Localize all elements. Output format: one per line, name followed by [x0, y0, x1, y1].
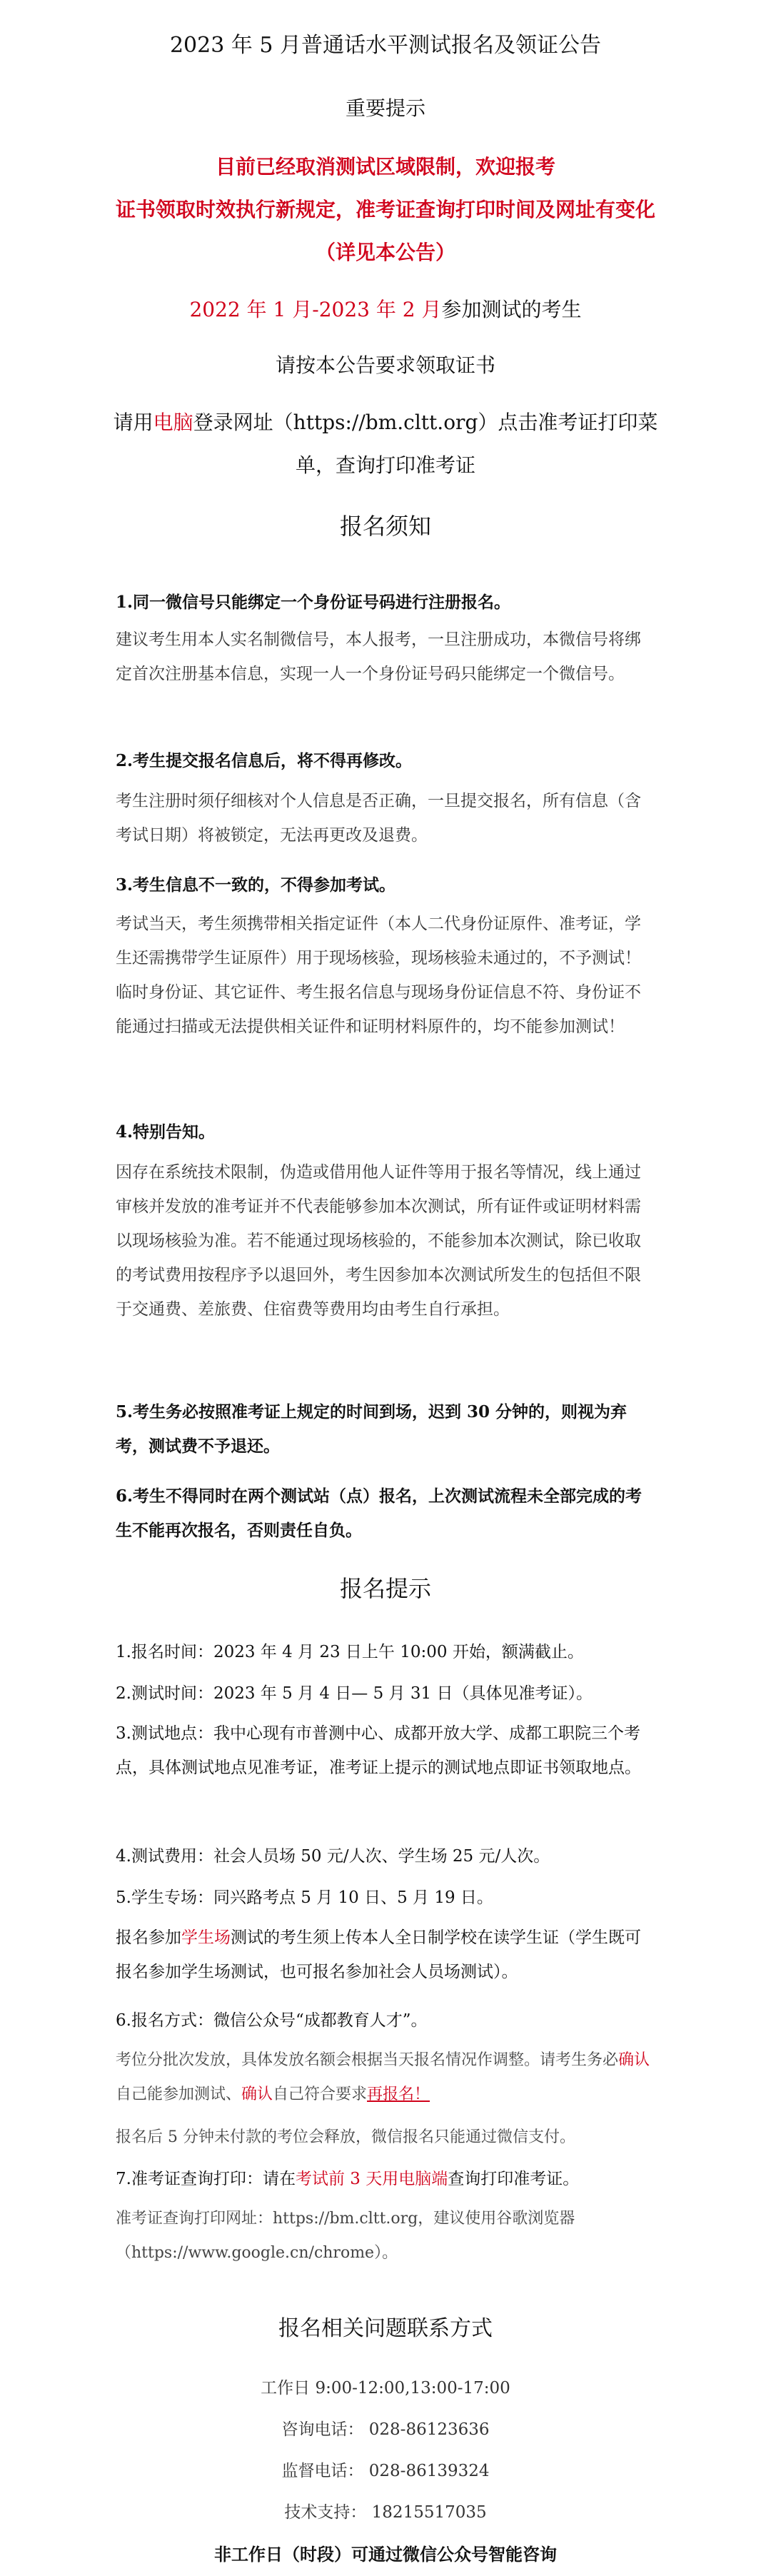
period-rest: 参加测试的考生	[441, 298, 582, 321]
contact-heading: 报名相关问题联系方式	[278, 2316, 493, 2341]
notice-2-body: 考生注册时须仔细核对个人信息是否正确，一旦提交报名，所有信息（含考试日期）将被锁定，无法再更改及退费。	[116, 792, 641, 845]
notice-2-title: 2.考生提交报名信息后，将不得再修改。	[116, 751, 413, 770]
red-notice-2: 证书领取时效执行新规定，准考证查询打印时间及网址有变化	[115, 198, 655, 221]
notice-1-body: 建议考生用本人实名制微信号，本人报考，一旦注册成功，本微信号将绑定首次注册基本信息，实现一人一个身份证号码只能绑定一个微信号。	[116, 630, 641, 683]
red-notice-1: 目前已经取消测试区域限制，欢迎报考	[215, 155, 555, 178]
notice-3-title: 3.考生信息不一致的，不得参加考试。	[116, 875, 396, 895]
important-heading: 重要提示	[345, 96, 425, 120]
reg-heading: 报名提示	[339, 1575, 431, 1602]
contact-hours: 工作日 9:00-12:00,13:00-17:00	[261, 2379, 510, 2398]
reg-method-note	[116, 2043, 655, 2112]
login-red: 电脑	[153, 411, 193, 434]
ticket-b: 查询打印准考证。	[448, 2170, 580, 2188]
login-line-1	[0, 407, 771, 436]
period-red: 2022 年 1 月-2023 年 2 月	[189, 298, 442, 321]
student-note-b: 测试的考生须上传本人全日制学校在读学生证（学生既可报名参加学生场测试，也可报名参加社会人员场测试）。	[116, 1928, 641, 1981]
login-a: 请用	[113, 411, 153, 434]
ticket-url-note: 准考证查询打印网址：https://bm.cltt.org，建议使用谷歌浏览器（https://www.google.cn/chrome）。	[116, 2210, 575, 2262]
notice-1-title: 1.同一微信号只能绑定一个身份证号码进行注册报名。	[116, 593, 511, 612]
student-note	[116, 1921, 655, 1989]
contact-consult: 咨询电话： 028-86123636	[281, 2420, 490, 2439]
contact-supervise: 监督电话： 028-86139324	[281, 2462, 490, 2480]
notice-heading: 报名须知	[339, 513, 431, 540]
login-line-2: 单，查询打印准考证	[295, 453, 475, 477]
notice-4-title: 4.特别告知。	[116, 1122, 216, 1142]
ticket-print	[116, 2162, 655, 2196]
reg-note-red3: 再报名！	[367, 2086, 430, 2103]
reg-note-red1: 确认	[618, 2051, 650, 2069]
notice-4-body: 因存在系统技术限制，伪造或借用他人证件等用于报名等情况，线上通过审核并发放的准考证并不代表能够参加本次测试，所有证件或证明材料需以现场核验为准。若不能通过现场核验的，不能参加本次测试，除已收取的考试费用按程序予以退回外，考生因参加本次测试所发生的包括但不限于交通费、差旅费、住宿费等费用均由考生自行承担。	[116, 1163, 641, 1319]
test-fee: 4.测试费用：社会人员场 50 元/人次、学生场 25 元/人次。	[116, 1847, 550, 1866]
contact-nonwork: 非工作日（时段）可通过微信公众号智能咨询	[214, 2544, 557, 2565]
notice-5-title: 5.考生务必按照准考证上规定的时间到场，迟到 30 分钟的，则视为弃考，测试费不予退还。	[116, 1402, 628, 1456]
student-note-red: 学生场	[181, 1928, 231, 1947]
reg-payment-note: 报名后 5 分钟未付款的考位会释放，微信报名只能通过微信支付。	[116, 2128, 575, 2146]
period-line	[0, 294, 771, 323]
red-notice-3: （详见本公告）	[315, 241, 455, 264]
reg-note-c: 自己符合要求	[273, 2086, 368, 2103]
reg-note-a: 考位分批次发放，具体发放名额会根据当天报名情况作调整。请考生务必	[116, 2051, 619, 2069]
student-note-a: 报名参加	[116, 1928, 181, 1947]
login-b: 登录网址（https://bm.cltt.org）点击准考证打印菜	[193, 411, 658, 434]
reg-note-b: 自己能参加测试、	[116, 2086, 242, 2103]
reg-method: 6.报名方式：微信公众号“成都教育人才”。	[116, 2011, 428, 2030]
ticket-red: 考试前 3 天用电脑端	[295, 2170, 448, 2188]
ticket-a: 7.准考证查询打印：请在	[116, 2170, 296, 2188]
cert-line: 请按本公告要求领取证书	[275, 353, 495, 377]
notice-6-title: 6.考生不得同时在两个测试站（点）报名，上次测试流程未全部完成的考生不能再次报名，否则责任自负。	[116, 1486, 642, 1540]
reg-note-red2: 确认	[241, 2086, 273, 2103]
page-title: 2023 年 5 月普通话水平测试报名及领证公告	[169, 33, 602, 58]
reg-time: 1.报名时间：2023 年 4 月 23 日上午 10:00 开始，额满截止。	[116, 1643, 584, 1661]
contact-tech: 技术支持： 18215517035	[284, 2503, 487, 2522]
notice-3-body: 考试当天，考生须携带相关指定证件（本人二代身份证原件、准考证，学生还需携带学生证原件）用于现场核验，现场核验未通过的，不予测试！临时身份证、其它证件、考生报名信息与现场身份证信息不符、身份证不能通过扫描或无法提供相关证件和证明材料原件的，均不能参加测试！	[116, 915, 641, 1036]
test-time: 2.测试时间：2023 年 5 月 4 日— 5 月 31 日（具体见准考证）。	[116, 1684, 593, 1703]
test-location: 3.测试地点：我中心现有市普测中心、成都开放大学、成都工职院三个考点，具体测试地点见准考证，准考证上提示的测试地点即证书领取地点。	[116, 1724, 641, 1777]
student-session: 5.学生专场：同兴路考点 5 月 10 日、5 月 19 日。	[116, 1888, 493, 1907]
